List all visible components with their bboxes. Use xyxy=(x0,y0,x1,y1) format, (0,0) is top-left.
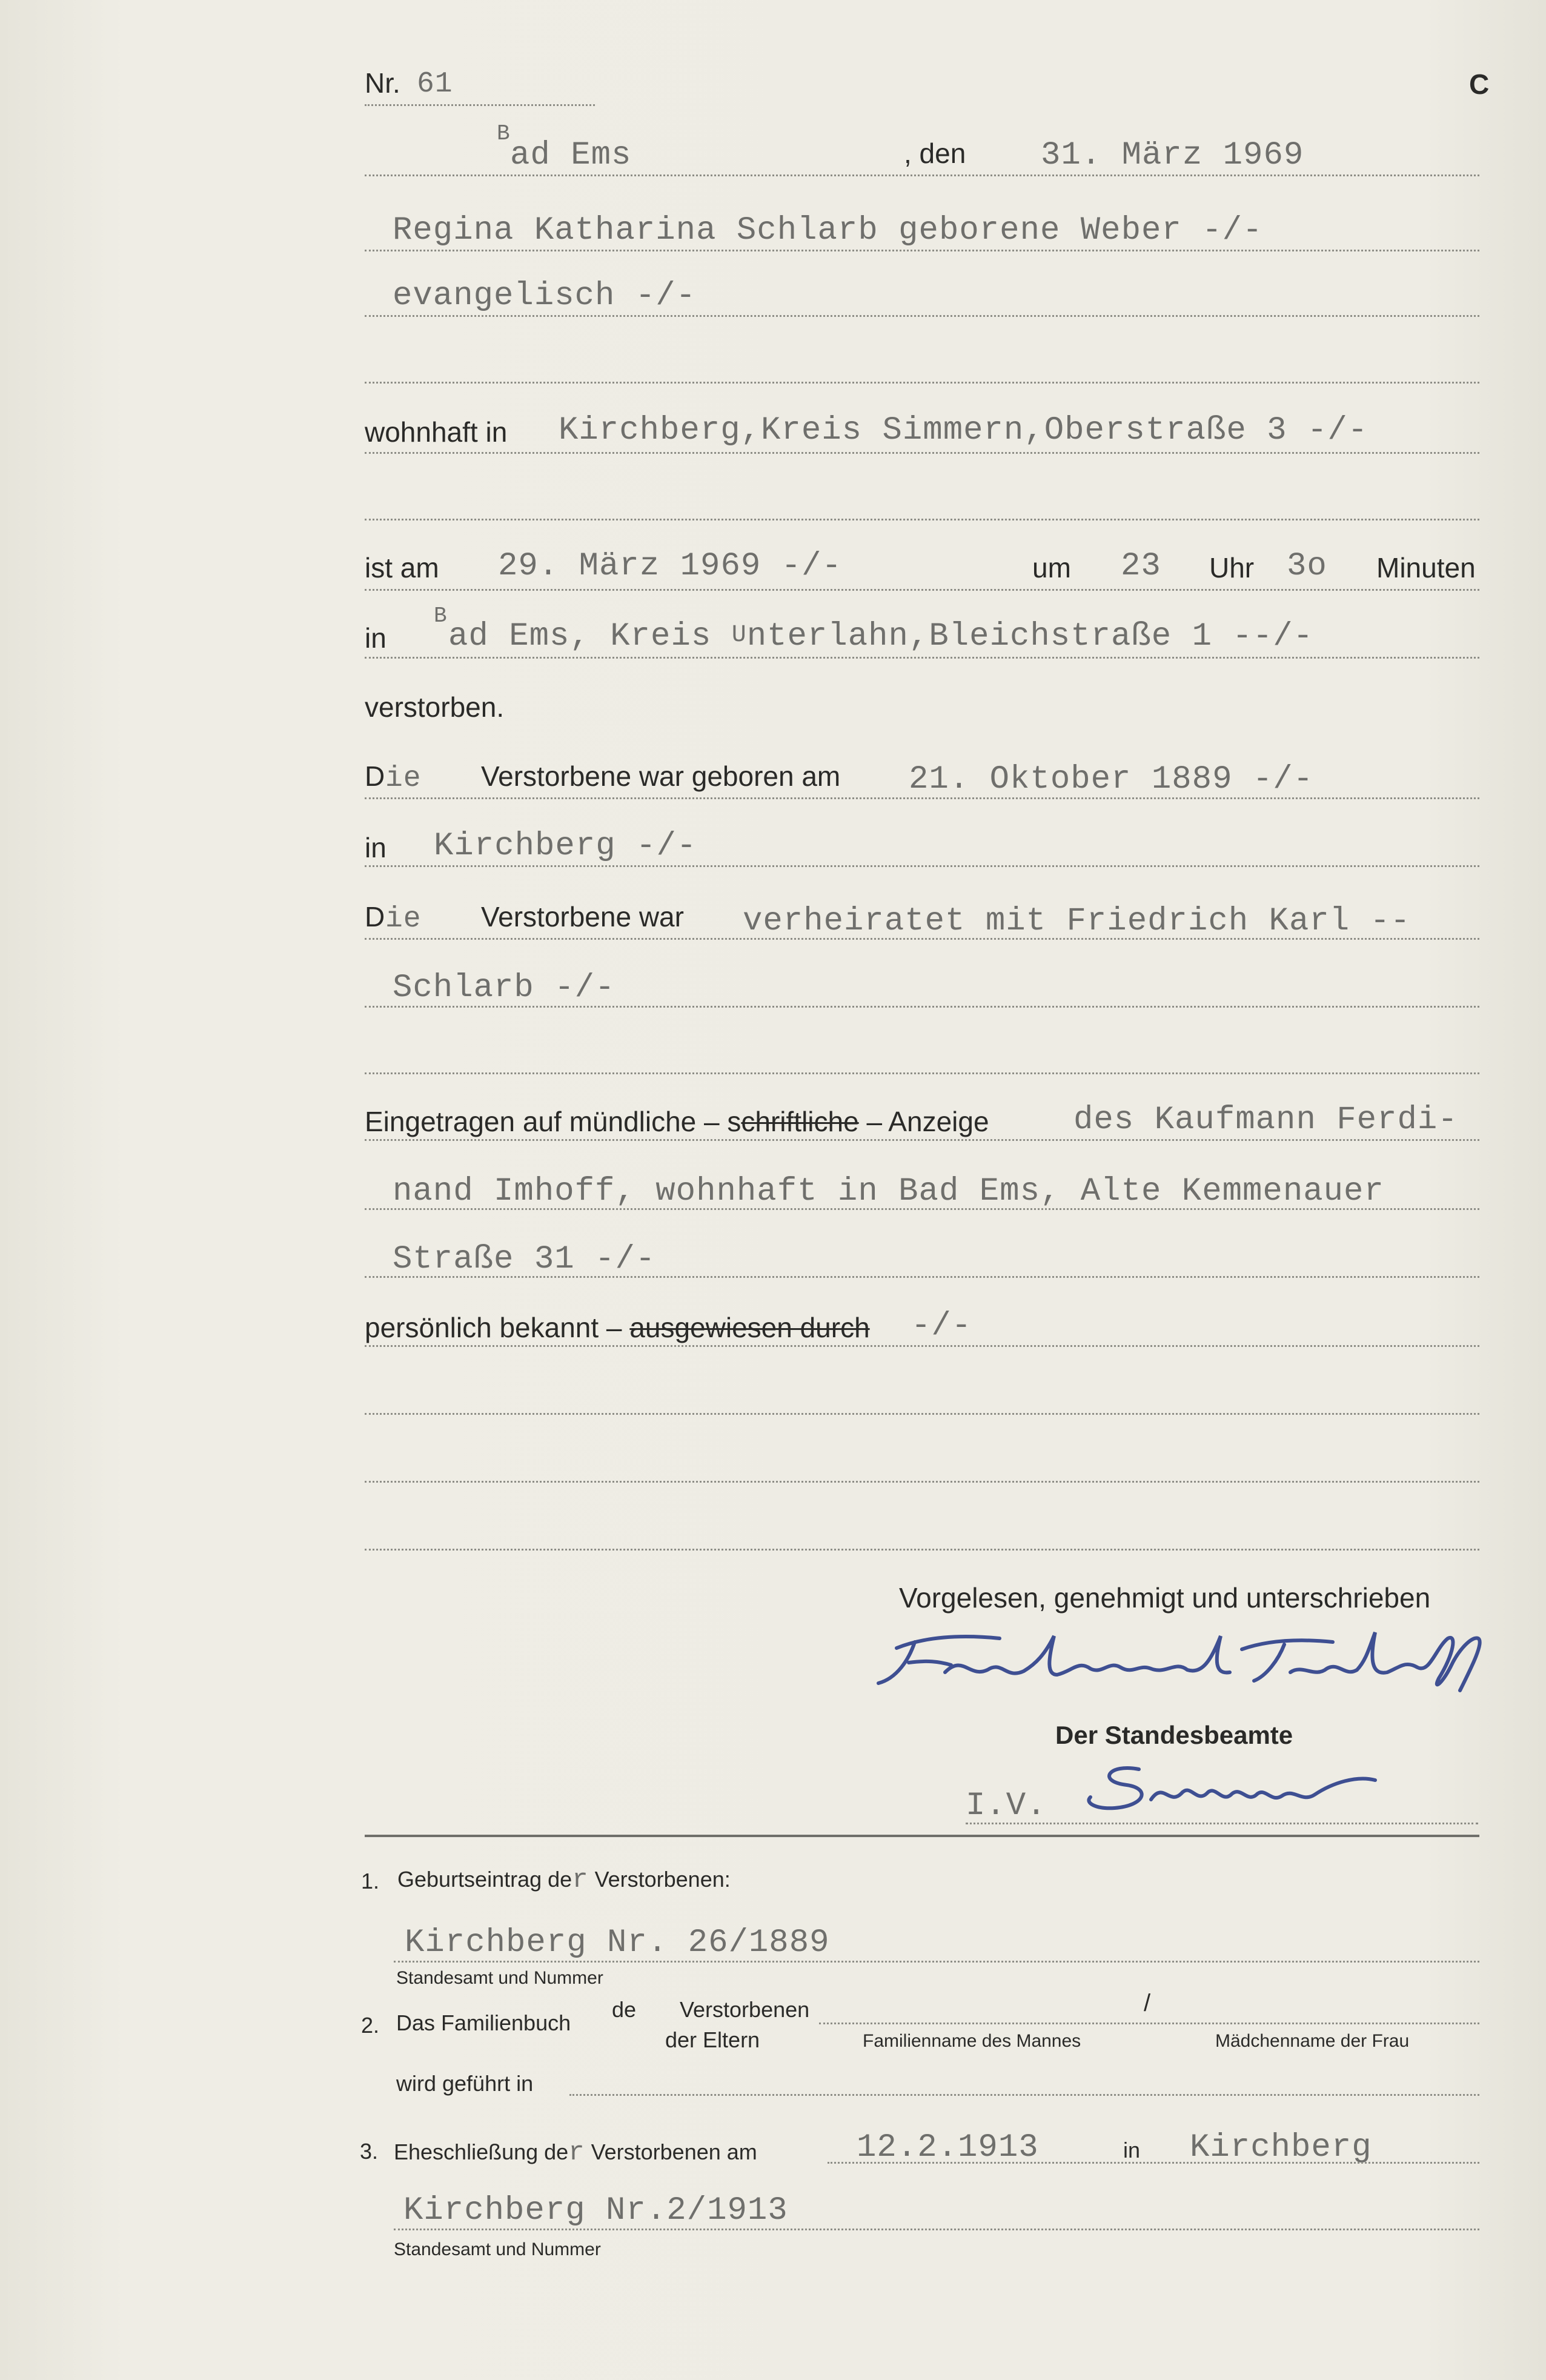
death-place-a: ad Ems, Kreis xyxy=(448,618,732,655)
officer-label: Der Standesbeamte xyxy=(1055,1721,1293,1749)
um-label: um xyxy=(1032,552,1071,583)
report-label-b: – Anzeige xyxy=(858,1106,989,1137)
item2-label: Das Familienbuch xyxy=(396,2010,571,2035)
death-place-initial: B xyxy=(434,603,448,628)
in-label: in xyxy=(365,622,386,654)
item1-value: Kirchberg Nr. 26/1889 xyxy=(405,1924,830,1961)
item3-line-a xyxy=(828,2162,1479,2164)
minuten-label: Minuten xyxy=(1376,552,1476,583)
report-label-struck: chriftliche xyxy=(741,1106,859,1137)
birth-in-label: in xyxy=(365,832,386,863)
item1-caption: Standesamt und Nummer xyxy=(396,1968,603,1988)
uhr-label: Uhr xyxy=(1209,552,1255,583)
item2-cap-frau: Mädchenname der Frau xyxy=(1215,2031,1410,2051)
wohnhaft-label: wohnhaft in xyxy=(365,416,508,448)
item3-label-b: Verstorbenen am xyxy=(585,2139,757,2164)
birth-place: Kirchberg -/- xyxy=(434,828,697,865)
line-13 xyxy=(365,1072,1479,1074)
item3-label xyxy=(394,2138,757,2168)
iv-label: I.V. xyxy=(966,1787,1047,1824)
line-11 xyxy=(365,938,1479,940)
place-initial: B xyxy=(497,121,511,146)
record-date: 31. März 1969 xyxy=(1041,137,1304,174)
item3-value: Kirchberg Nr.2/1913 xyxy=(403,2192,788,2229)
birth-d-suffix: ie xyxy=(385,762,422,795)
death-date: 29. März 1969 -/- xyxy=(498,548,842,585)
report-line-3: Straße 31 -/- xyxy=(393,1241,656,1278)
item2-slash: / xyxy=(1144,1990,1151,2016)
known-label-a: persönlich bekannt – xyxy=(365,1312,630,1343)
known-label xyxy=(365,1311,870,1344)
approved-text: Vorgelesen, genehmigt und unterschrieben xyxy=(899,1582,1431,1614)
item3-line-b xyxy=(394,2229,1479,2230)
signer-signature xyxy=(872,1612,1496,1709)
item1-label-a: Geburtseintrag de xyxy=(397,1867,572,1892)
item3-date: 12.2.1913 xyxy=(857,2129,1039,2166)
item2-wird: wird geführt in xyxy=(396,2071,534,2096)
item2-line xyxy=(819,2023,1479,2024)
marital-d-suffix: ie xyxy=(385,903,422,936)
item1-r: r xyxy=(572,1865,589,1895)
item1-line xyxy=(394,1961,1479,1963)
den-label: , den xyxy=(904,138,966,169)
line-2 xyxy=(365,250,1479,251)
line-14 xyxy=(365,1139,1479,1141)
report-line-2: nand Imhoff, wohnhaft in Bad Ems, Alte Kemmenauer xyxy=(393,1173,1384,1210)
item1-label-b: Verstorbenen: xyxy=(588,1867,731,1892)
line-17 xyxy=(365,1345,1479,1347)
item3-num: 3. xyxy=(360,2139,379,2164)
birth-label: Verstorbene war geboren am xyxy=(481,760,841,792)
known-label-struck: ausgewiesen durch xyxy=(629,1312,870,1343)
deceased-address: Kirchberg,Kreis Simmern,Oberstraße 3 -/- xyxy=(559,412,1369,449)
item1-num: 1. xyxy=(361,1869,380,1893)
death-minutes: 3o xyxy=(1287,548,1327,585)
line-6 xyxy=(365,519,1479,520)
nr-line xyxy=(365,104,595,106)
record-place: ad Ems xyxy=(510,137,632,174)
line-1 xyxy=(365,175,1479,176)
death-place-b: nterlahn,Bleichstraße 1 --/- xyxy=(746,618,1314,655)
line-20 xyxy=(365,1549,1479,1551)
marital-status-1: verheiratet mit Friedrich Karl -- xyxy=(743,903,1411,940)
deceased-religion: evangelisch -/- xyxy=(393,278,697,314)
line-16 xyxy=(365,1276,1479,1278)
item3-caption: Standesamt und Nummer xyxy=(394,2239,601,2259)
item2-eltern: der Eltern xyxy=(665,2027,760,2052)
line-10 xyxy=(365,865,1479,867)
marital-d-label: D xyxy=(365,901,385,932)
marital-label: Verstorbene war xyxy=(481,901,684,932)
line-5 xyxy=(365,452,1479,454)
item3-r: r xyxy=(568,2138,585,2168)
line-19 xyxy=(365,1481,1479,1483)
line-15 xyxy=(365,1208,1479,1210)
nr-value: 61 xyxy=(417,68,453,101)
item1-label xyxy=(397,1865,731,1895)
birth-date: 21. Oktober 1889 -/- xyxy=(909,761,1314,798)
officer-signature xyxy=(1072,1745,1387,1818)
item2-verstorbenen: Verstorbenen xyxy=(680,1997,810,2022)
verstorben-label: verstorben. xyxy=(365,691,505,723)
known-value: -/- xyxy=(911,1308,972,1345)
ist-am-label: ist am xyxy=(365,552,439,583)
deceased-name: Regina Katharina Schlarb geborene Weber -/- xyxy=(393,212,1263,249)
section-divider xyxy=(365,1835,1479,1837)
death-hour: 23 xyxy=(1121,548,1161,585)
death-place xyxy=(448,618,1313,655)
item2-cap-mann: Familienname des Mannes xyxy=(863,2031,1081,2051)
line-4 xyxy=(365,382,1479,384)
line-8 xyxy=(365,657,1479,659)
report-line-1: des Kaufmann Ferdi- xyxy=(1073,1102,1458,1138)
line-9 xyxy=(365,797,1479,799)
item3-place: Kirchberg xyxy=(1190,2129,1372,2166)
line-3 xyxy=(365,315,1479,317)
death-place-u: U xyxy=(731,622,747,649)
item2-de: de xyxy=(612,1997,637,2022)
item3-in: in xyxy=(1123,2138,1141,2162)
line-7 xyxy=(365,589,1479,591)
report-label-a: Eingetragen auf mündliche – s xyxy=(365,1106,741,1137)
item2-wird-line xyxy=(569,2094,1479,2096)
item3-label-a: Eheschließung de xyxy=(394,2139,569,2164)
nr-label: Nr. xyxy=(365,67,400,99)
line-12 xyxy=(365,1006,1479,1008)
item2-num: 2. xyxy=(361,2013,380,2038)
report-label xyxy=(365,1105,989,1138)
corner-letter: C xyxy=(1469,68,1490,100)
birth-d-label: D xyxy=(365,760,385,792)
line-18 xyxy=(365,1413,1479,1415)
marital-status-2: Schlarb -/- xyxy=(393,969,615,1006)
officer-line xyxy=(966,1823,1478,1824)
